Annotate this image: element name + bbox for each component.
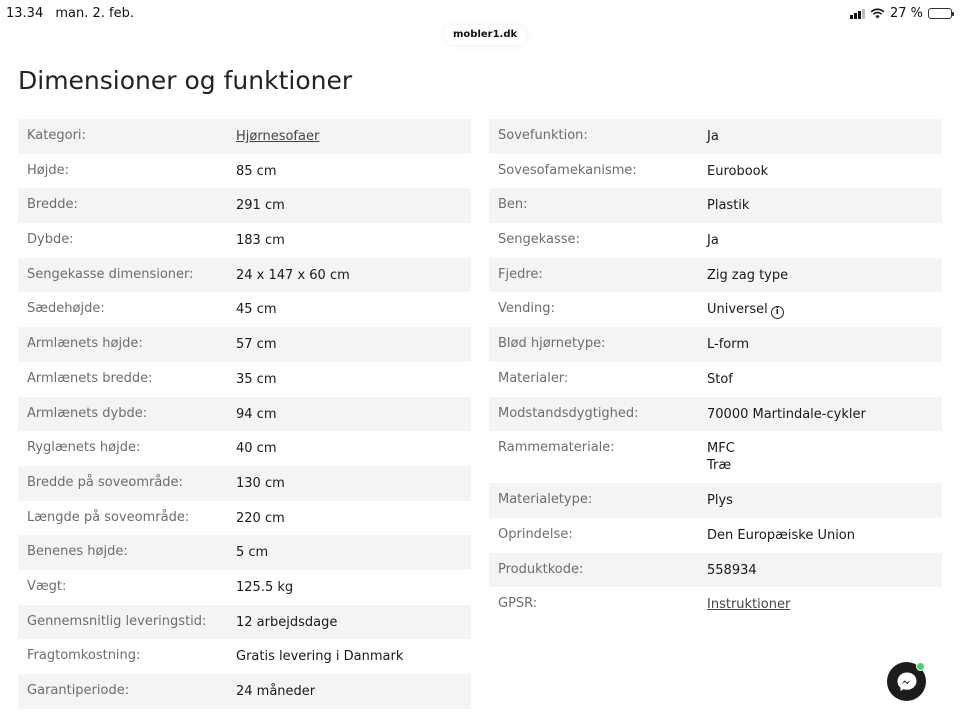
- spec-row: [489, 362, 942, 397]
- spec-value: 125.5 kg: [236, 579, 294, 595]
- spec-value-cell: [707, 336, 942, 353]
- info-circle-icon[interactable]: i: [771, 306, 784, 319]
- spec-row: [18, 639, 471, 674]
- spec-row: [18, 605, 471, 640]
- spec-value: Plastik: [707, 198, 750, 214]
- battery-icon: [928, 8, 952, 19]
- spec-table-left: [18, 119, 471, 709]
- spec-row: [18, 570, 471, 605]
- spec-label: Armlænets dybde:: [27, 405, 148, 421]
- spec-value: Ja: [707, 233, 719, 249]
- spec-value-cell: [707, 267, 942, 284]
- wifi-icon: [870, 8, 885, 19]
- spec-row: [18, 292, 471, 327]
- spec-value-cell: [707, 197, 942, 214]
- spec-value-cell: [236, 440, 471, 457]
- spec-value-link[interactable]: Instruktioner: [707, 597, 791, 613]
- spec-value-cell: [236, 683, 471, 700]
- spec-value: L-form: [707, 337, 750, 353]
- spec-value-cell: [236, 267, 471, 284]
- page-title: Dimensioner og funktioner: [18, 66, 353, 95]
- spec-table-right: [489, 119, 942, 622]
- spec-label: Modstandsdygtighed:: [498, 405, 639, 421]
- spec-value-cell: [707, 492, 942, 509]
- spec-value-cell: [236, 406, 471, 423]
- spec-value: 12 arbejdsdage: [236, 614, 338, 630]
- spec-row: [489, 327, 942, 362]
- spec-row: [489, 518, 942, 553]
- spec-label: Armlænets bredde:: [27, 370, 153, 386]
- spec-value: MFC: [707, 441, 735, 457]
- spec-value-cell: [236, 614, 471, 631]
- spec-value-cell: [236, 579, 471, 596]
- spec-value-secondary: Træ: [707, 458, 732, 474]
- spec-value: 40 cm: [236, 441, 277, 457]
- spec-row: [489, 154, 942, 189]
- messenger-icon: [895, 670, 919, 694]
- spec-value-cell: [707, 301, 942, 319]
- spec-label: Sovesofamekanisme:: [498, 162, 637, 178]
- spec-label: Garantiperiode:: [27, 683, 130, 698]
- spec-value-cell: [236, 544, 471, 561]
- spec-label: Længde på soveområde:: [27, 509, 190, 525]
- spec-value-cell: [236, 475, 471, 492]
- spec-label: Højde:: [27, 162, 69, 178]
- spec-row: [489, 431, 942, 483]
- spec-value-cell: [236, 197, 471, 214]
- spec-value: 5 cm: [236, 545, 269, 561]
- spec-value: 24 x 147 x 60 cm: [236, 267, 350, 283]
- spec-value: 220 cm: [236, 510, 285, 526]
- spec-value: 130 cm: [236, 475, 285, 491]
- status-time: 13.34: [6, 6, 44, 21]
- spec-value-cell: [707, 232, 942, 249]
- spec-value-cell: [707, 596, 942, 613]
- spec-value-link[interactable]: Hjørnesofaer: [236, 129, 320, 144]
- spec-value: Plys: [707, 493, 733, 509]
- spec-row: [489, 587, 942, 622]
- spec-label: Oprindelse:: [498, 526, 573, 542]
- spec-row: [489, 553, 942, 588]
- spec-row: [489, 292, 942, 327]
- cellular-signal-icon: [850, 8, 865, 19]
- spec-value: 70000 Martindale-cykler: [707, 406, 866, 422]
- spec-value-cell: [707, 527, 942, 544]
- spec-row: [18, 535, 471, 570]
- spec-label: Sengekasse dimensioner:: [27, 266, 194, 282]
- status-bar: [0, 0, 960, 28]
- spec-row: [489, 188, 942, 223]
- spec-value-cell: [707, 128, 942, 145]
- spec-row: [18, 223, 471, 258]
- spec-value: 24 måneder: [236, 684, 316, 699]
- spec-value-cell: [236, 232, 471, 249]
- spec-label: Sædehøjde:: [27, 301, 105, 317]
- spec-row: [489, 258, 942, 293]
- spec-row: [18, 501, 471, 536]
- spec-label: GPSR:: [498, 596, 538, 612]
- spec-value-cell: [236, 371, 471, 388]
- spec-label: Rammemateriale:: [498, 440, 615, 456]
- spec-value: Universel: [707, 302, 768, 318]
- spec-label: Sengekasse:: [498, 232, 580, 248]
- spec-row: [489, 119, 942, 154]
- spec-label: Vægt:: [27, 578, 67, 594]
- spec-value: 57 cm: [236, 337, 277, 353]
- spec-row: [18, 466, 471, 501]
- spec-value: 558934: [707, 562, 757, 578]
- spec-label: Fragtomkostning:: [27, 648, 141, 664]
- spec-row: [18, 362, 471, 397]
- spec-value-cell: [236, 336, 471, 353]
- spec-row: [18, 119, 471, 154]
- spec-label: Vending:: [498, 301, 555, 317]
- spec-value: Gratis levering i Danmark: [236, 649, 404, 665]
- spec-value: 94 cm: [236, 406, 277, 422]
- spec-value: 85 cm: [236, 163, 277, 179]
- spec-label: Benenes højde:: [27, 544, 128, 560]
- spec-value-cell: [707, 163, 942, 180]
- spec-label: Blød hjørnetype:: [498, 336, 606, 352]
- spec-value: Ja: [707, 129, 719, 144]
- battery-percent: 27 %: [889, 6, 923, 21]
- spec-row: [489, 397, 942, 432]
- browser-url[interactable]: mobler1.dk: [444, 25, 526, 45]
- status-date: man. 2. feb.: [55, 6, 134, 21]
- spec-row: [18, 431, 471, 466]
- spec-value: Stof: [707, 371, 733, 387]
- spec-value: 45 cm: [236, 302, 277, 318]
- spec-label: Bredde:: [27, 197, 78, 213]
- spec-value-cell: [707, 440, 942, 474]
- spec-label: Armlænets højde:: [27, 336, 143, 352]
- spec-row: [18, 154, 471, 189]
- spec-value: 35 cm: [236, 371, 277, 387]
- status-left: [6, 6, 134, 21]
- spec-row: [18, 327, 471, 362]
- online-status-dot: [916, 662, 925, 671]
- spec-label: Materialetype:: [498, 492, 593, 508]
- spec-value: Eurobook: [707, 163, 769, 179]
- spec-value-cell: [707, 371, 942, 388]
- spec-value: 183 cm: [236, 233, 285, 249]
- status-right: [850, 6, 952, 21]
- spec-row: [18, 188, 471, 223]
- spec-value: Den Europæiske Union: [707, 527, 856, 543]
- spec-value-cell: [236, 510, 471, 527]
- spec-label: Produktkode:: [498, 561, 584, 577]
- spec-label: Fjedre:: [498, 266, 543, 282]
- chat-button[interactable]: [887, 662, 926, 701]
- spec-value-cell: [236, 301, 471, 318]
- spec-value-cell: [236, 128, 471, 145]
- spec-row: [18, 674, 471, 709]
- spec-value: 291 cm: [236, 198, 285, 214]
- spec-label: Ryglænets højde:: [27, 440, 141, 456]
- spec-row: [489, 483, 942, 518]
- spec-row: [18, 397, 471, 432]
- spec-value-cell: [707, 562, 942, 579]
- spec-row: [18, 258, 471, 293]
- spec-label: Materialer:: [498, 370, 569, 386]
- spec-label: Kategori:: [27, 128, 86, 143]
- spec-label: Ben:: [498, 197, 528, 213]
- spec-label: Sovefunktion:: [498, 128, 588, 143]
- spec-label: Dybde:: [27, 232, 74, 248]
- spec-value-cell: [236, 648, 471, 665]
- spec-value-cell: [707, 406, 942, 423]
- spec-value: Zig zag type: [707, 267, 789, 283]
- spec-label: Bredde på soveområde:: [27, 474, 183, 490]
- spec-label: Gennemsnitlig leveringstid:: [27, 613, 207, 629]
- spec-value-cell: [236, 163, 471, 180]
- spec-row: [489, 223, 942, 258]
